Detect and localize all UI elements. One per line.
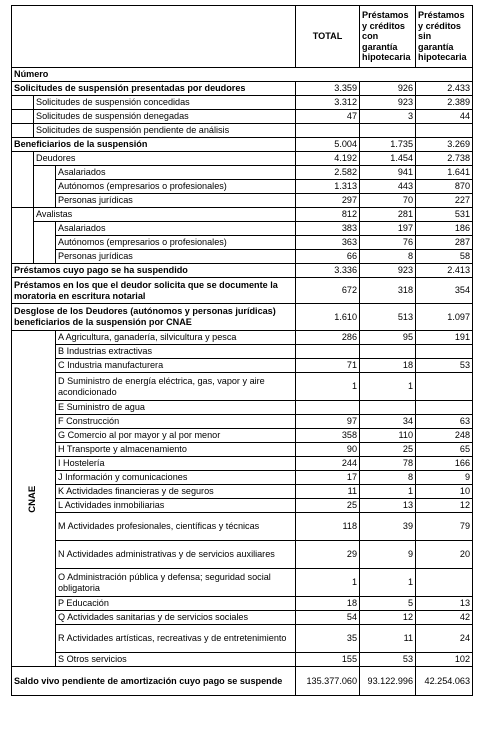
value-sin: 79 <box>416 513 473 541</box>
value-con: 923 <box>360 96 416 110</box>
value-sin: 1.097 <box>416 304 473 331</box>
row-label: E Suministro de agua <box>56 401 296 415</box>
value-sin: 9 <box>416 471 473 485</box>
value-total: 66 <box>296 250 360 264</box>
row-moratoria <box>12 278 473 304</box>
row-label: B Industrias extractivas <box>56 345 296 359</box>
value-sin <box>416 373 473 401</box>
value-sin: 10 <box>416 485 473 499</box>
value-sin <box>416 124 473 138</box>
value-con: 25 <box>360 443 416 457</box>
row-label: Solicitudes de suspensión concedidas <box>34 96 296 110</box>
row-cnae-q <box>12 611 473 625</box>
value-con: 9 <box>360 541 416 569</box>
row-label: Asalariados <box>56 222 296 236</box>
value-con: 318 <box>360 278 416 304</box>
value-sin: 13 <box>416 597 473 611</box>
row-solicitudes <box>12 82 473 96</box>
value-sin: 44 <box>416 110 473 124</box>
header-con-garantia: Préstamos y créditos con garantía hipotecaria <box>360 6 416 68</box>
row-deudores <box>12 152 473 166</box>
row-cnae-p <box>12 597 473 611</box>
value-con: 513 <box>360 304 416 331</box>
value-total: 672 <box>296 278 360 304</box>
indent-cell <box>12 124 34 138</box>
value-sin: 186 <box>416 222 473 236</box>
row-deudores-asalariados <box>12 166 473 180</box>
value-con: 1.735 <box>360 138 416 152</box>
value-con: 39 <box>360 513 416 541</box>
row-saldo <box>12 667 473 696</box>
value-sin: 2.413 <box>416 264 473 278</box>
value-con <box>360 345 416 359</box>
row-label: Autónomos (empresarios o profesionales) <box>56 180 296 194</box>
row-cnae-k <box>12 485 473 499</box>
value-total: 54 <box>296 611 360 625</box>
value-sin: 65 <box>416 443 473 457</box>
value-total: 358 <box>296 429 360 443</box>
value-total: 297 <box>296 194 360 208</box>
row-avalistas <box>12 208 473 222</box>
value-total: 11 <box>296 485 360 499</box>
value-total: 1 <box>296 373 360 401</box>
value-total <box>296 401 360 415</box>
value-total: 18 <box>296 597 360 611</box>
value-con <box>360 401 416 415</box>
row-label: N Actividades administrativas y de servicios auxiliares <box>56 541 296 569</box>
value-total: 5.004 <box>296 138 360 152</box>
row-label: Préstamos cuyo pago se ha suspendido <box>12 264 296 278</box>
row-label: P Educación <box>56 597 296 611</box>
row-label: Autónomos (empresarios o profesionales) <box>56 236 296 250</box>
row-cnae-d <box>12 373 473 401</box>
value-total: 1 <box>296 569 360 597</box>
value-total: 97 <box>296 415 360 429</box>
value-con: 926 <box>360 82 416 96</box>
value-total: 4.192 <box>296 152 360 166</box>
value-con: 78 <box>360 457 416 471</box>
row-cnae-m <box>12 513 473 541</box>
value-total: 118 <box>296 513 360 541</box>
value-con: 923 <box>360 264 416 278</box>
value-con: 110 <box>360 429 416 443</box>
row-label: L Actividades inmobiliarias <box>56 499 296 513</box>
indent-cell <box>12 208 34 264</box>
row-label: R Actividades artísticas, recreativas y de entretenimiento <box>56 625 296 653</box>
header-sin-garantia: Préstamos y créditos sin garantía hipotecaria <box>416 6 473 68</box>
row-label: K Actividades financieras y de seguros <box>56 485 296 499</box>
value-con: 1 <box>360 569 416 597</box>
row-label: Desglose de los Deudores (autónomos y personas jurídicas) beneficiarios de la suspensión por CNAE <box>12 304 296 331</box>
row-numero <box>12 68 473 82</box>
value-total: 25 <box>296 499 360 513</box>
row-label: Personas jurídicas <box>56 250 296 264</box>
row-label: Solicitudes de suspensión denegadas <box>34 110 296 124</box>
value-con: 1 <box>360 373 416 401</box>
value-con: 13 <box>360 499 416 513</box>
value-con: 941 <box>360 166 416 180</box>
value-con: 3 <box>360 110 416 124</box>
value-sin: 20 <box>416 541 473 569</box>
row-label: Personas jurídicas <box>56 194 296 208</box>
value-total: 1.313 <box>296 180 360 194</box>
value-con: 53 <box>360 653 416 667</box>
value-con <box>360 124 416 138</box>
row-label: G Comercio al por mayor y al por menor <box>56 429 296 443</box>
row-prestamos-suspendido <box>12 264 473 278</box>
row-label: I Hostelería <box>56 457 296 471</box>
row-label: F Construcción <box>56 415 296 429</box>
row-label: A Agricultura, ganadería, silvicultura y pesca <box>56 331 296 345</box>
value-sin: 3.269 <box>416 138 473 152</box>
value-con: 5 <box>360 597 416 611</box>
value-con: 95 <box>360 331 416 345</box>
value-con: 70 <box>360 194 416 208</box>
value-sin: 53 <box>416 359 473 373</box>
indent-cell <box>12 110 34 124</box>
row-cnae-i <box>12 457 473 471</box>
value-sin: 248 <box>416 429 473 443</box>
value-total: 35 <box>296 625 360 653</box>
value-con: 34 <box>360 415 416 429</box>
row-avalistas-juridicas <box>12 250 473 264</box>
value-con: 281 <box>360 208 416 222</box>
row-label: Solicitudes de suspensión pendiente de análisis <box>34 124 296 138</box>
row-cnae-f <box>12 415 473 429</box>
header-row <box>12 6 473 68</box>
value-sin: 42 <box>416 611 473 625</box>
value-sin: 1.641 <box>416 166 473 180</box>
value-total: 90 <box>296 443 360 457</box>
row-label: Avalistas <box>34 208 296 222</box>
value-con: 1.454 <box>360 152 416 166</box>
row-cnae-s <box>12 653 473 667</box>
value-total: 29 <box>296 541 360 569</box>
value-sin: 287 <box>416 236 473 250</box>
value-total: 17 <box>296 471 360 485</box>
row-avalistas-autonomos <box>12 236 473 250</box>
row-desglose <box>12 304 473 331</box>
value-sin: 63 <box>416 415 473 429</box>
value-sin: 12 <box>416 499 473 513</box>
row-beneficiarios <box>12 138 473 152</box>
value-total: 812 <box>296 208 360 222</box>
row-cnae-o <box>12 569 473 597</box>
value-sin: 354 <box>416 278 473 304</box>
value-con: 12 <box>360 611 416 625</box>
row-label: Q Actividades sanitarias y de servicios sociales <box>56 611 296 625</box>
row-deudores-juridicas <box>12 194 473 208</box>
row-cnae-n <box>12 541 473 569</box>
value-sin: 58 <box>416 250 473 264</box>
row-cnae-r <box>12 625 473 653</box>
value-total: 71 <box>296 359 360 373</box>
row-concedidas <box>12 96 473 110</box>
value-con: 197 <box>360 222 416 236</box>
value-total: 3.359 <box>296 82 360 96</box>
row-deudores-autonomos <box>12 180 473 194</box>
value-con: 8 <box>360 250 416 264</box>
value-con: 1 <box>360 485 416 499</box>
header-blank-cell <box>12 6 296 68</box>
value-total: 47 <box>296 110 360 124</box>
row-label: Asalariados <box>56 166 296 180</box>
row-cnae-j <box>12 471 473 485</box>
row-cnae-a <box>12 331 473 345</box>
row-cnae-e <box>12 401 473 415</box>
row-label: J Información y comunicaciones <box>56 471 296 485</box>
value-sin: 531 <box>416 208 473 222</box>
value-total: 286 <box>296 331 360 345</box>
value-total: 1.610 <box>296 304 360 331</box>
value-total: 135.377.060 <box>296 667 360 696</box>
row-avalistas-asalariados <box>12 222 473 236</box>
row-label: O Administración pública y defensa; seguridad social obligatoria <box>56 569 296 597</box>
header-total: TOTAL <box>296 6 360 68</box>
value-sin <box>416 569 473 597</box>
value-con: 76 <box>360 236 416 250</box>
value-sin <box>416 345 473 359</box>
row-label: S Otros servicios <box>56 653 296 667</box>
value-con: 93.122.996 <box>360 667 416 696</box>
row-cnae-h <box>12 443 473 457</box>
value-con: 443 <box>360 180 416 194</box>
value-sin: 227 <box>416 194 473 208</box>
row-label: Saldo vivo pendiente de amortización cuyo pago se suspende <box>12 667 296 696</box>
row-denegadas <box>12 110 473 124</box>
row-cnae-l <box>12 499 473 513</box>
value-sin: 2.389 <box>416 96 473 110</box>
row-label: M Actividades profesionales, científicas y técnicas <box>56 513 296 541</box>
indent-cell <box>34 222 56 264</box>
value-total: 155 <box>296 653 360 667</box>
moratoria-table <box>11 5 473 696</box>
value-total <box>296 124 360 138</box>
row-label: D Suministro de energía eléctrica, gas, vapor y aire acondicionado <box>56 373 296 401</box>
value-sin: 102 <box>416 653 473 667</box>
value-sin: 2.433 <box>416 82 473 96</box>
value-sin: 870 <box>416 180 473 194</box>
row-label: Préstamos en los que el deudor solicita que se documente la moratoria en escritura notarial <box>12 278 296 304</box>
indent-cell <box>34 166 56 208</box>
row-cnae-b <box>12 345 473 359</box>
cnae-vertical-label: CNAE <box>12 331 56 667</box>
value-sin <box>416 401 473 415</box>
value-total: 3.312 <box>296 96 360 110</box>
value-total: 2.582 <box>296 166 360 180</box>
row-pendientes <box>12 124 473 138</box>
value-sin: 166 <box>416 457 473 471</box>
value-con: 11 <box>360 625 416 653</box>
value-con: 8 <box>360 471 416 485</box>
section-label: Número <box>12 68 473 82</box>
value-total: 3.336 <box>296 264 360 278</box>
value-sin: 42.254.063 <box>416 667 473 696</box>
row-cnae-c <box>12 359 473 373</box>
row-label: Beneficiarios de la suspensión <box>12 138 296 152</box>
value-con: 18 <box>360 359 416 373</box>
row-label: H Transporte y almacenamiento <box>56 443 296 457</box>
value-total: 383 <box>296 222 360 236</box>
value-total: 363 <box>296 236 360 250</box>
value-total: 244 <box>296 457 360 471</box>
row-cnae-g <box>12 429 473 443</box>
value-sin: 191 <box>416 331 473 345</box>
row-label: Deudores <box>34 152 296 166</box>
row-label: C Industria manufacturera <box>56 359 296 373</box>
indent-cell <box>12 96 34 110</box>
value-sin: 24 <box>416 625 473 653</box>
indent-cell <box>12 152 34 208</box>
row-label: Solicitudes de suspensión presentadas por deudores <box>12 82 296 96</box>
value-sin: 2.738 <box>416 152 473 166</box>
value-total <box>296 345 360 359</box>
